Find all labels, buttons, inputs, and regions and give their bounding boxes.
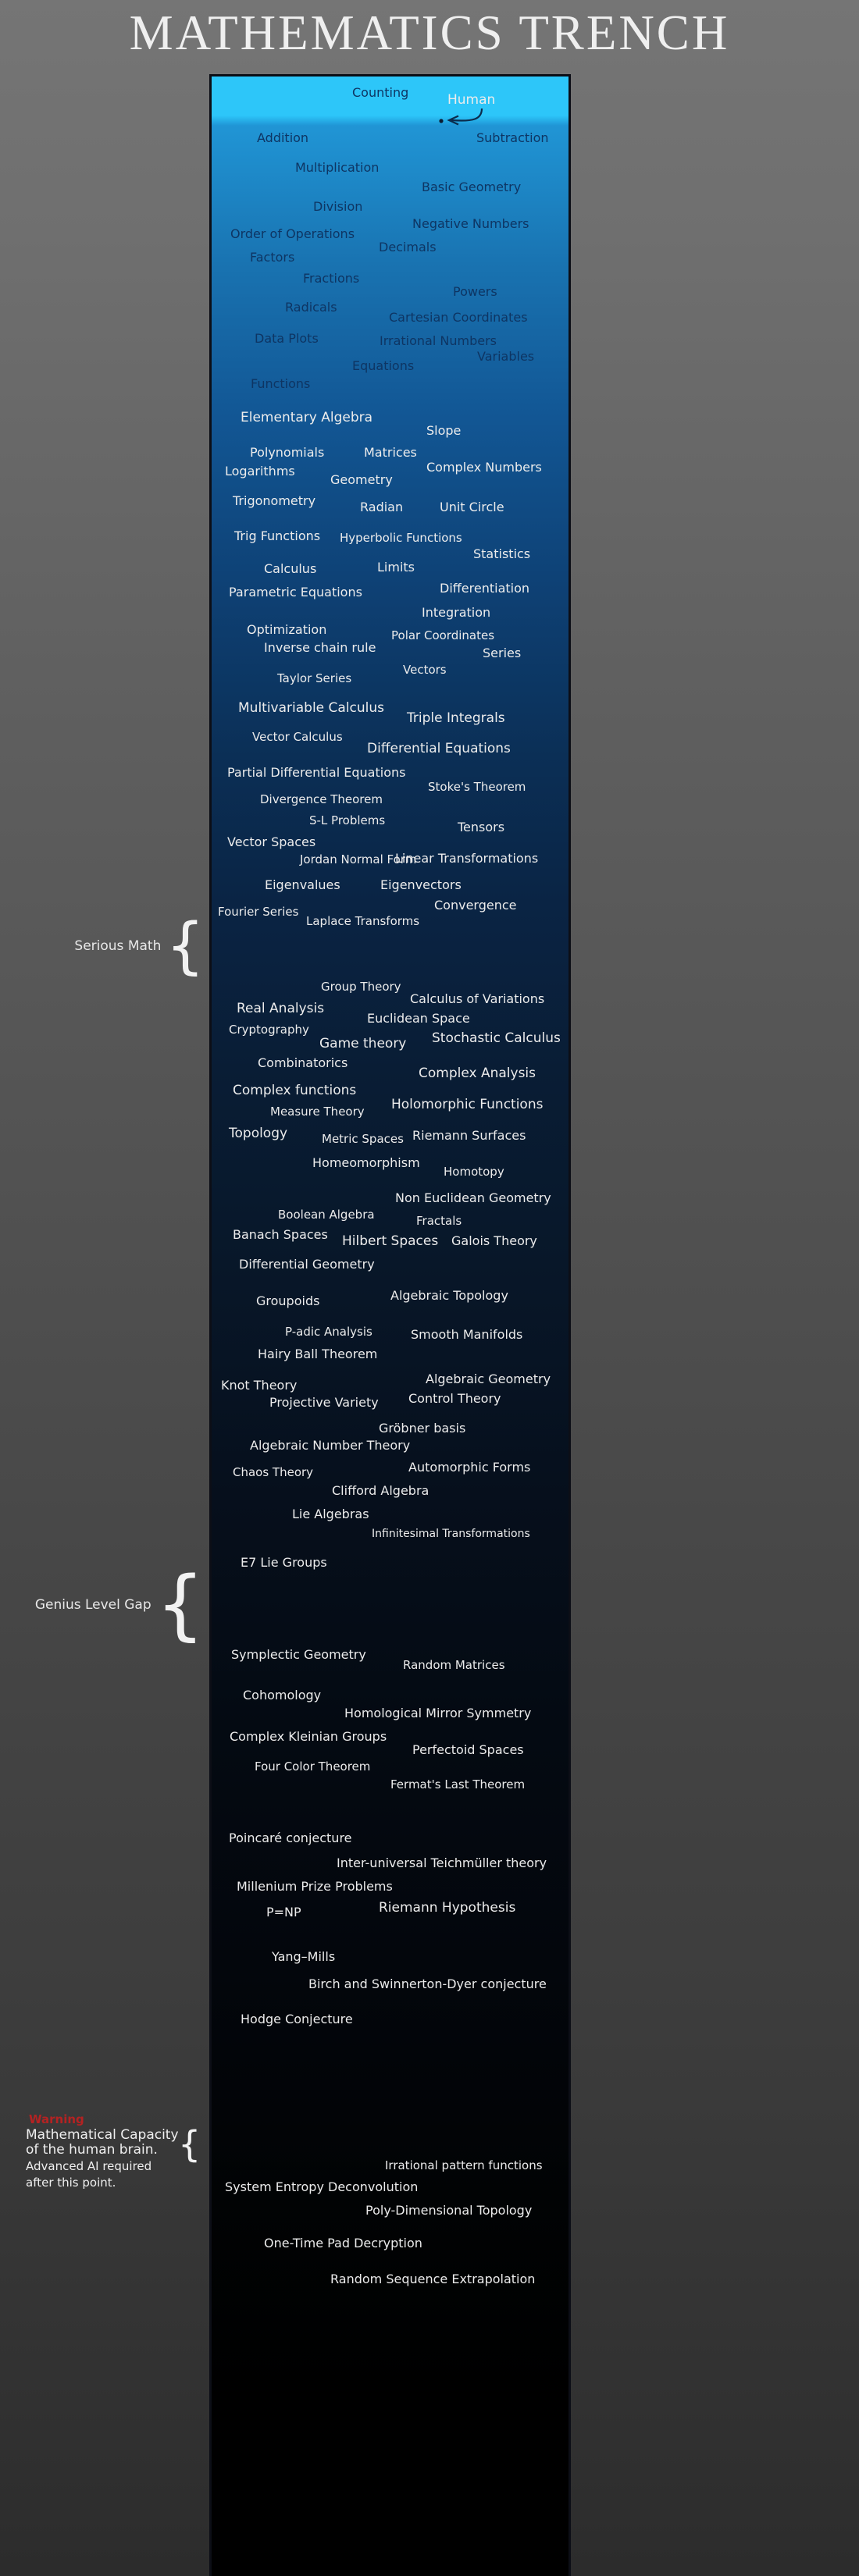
trench-label: Radian (360, 500, 404, 514)
trench-label: Algebraic Geometry (426, 1372, 551, 1386)
trench-label: Divergence Theorem (260, 792, 383, 806)
trench-label: Differential Equations (367, 741, 511, 756)
trench-label: Smooth Manifolds (411, 1327, 523, 1342)
trench-label: Four Color Theorem (255, 1759, 371, 1774)
trench-label: Yang–Mills (272, 1949, 336, 1964)
trench-label: Basic Geometry (422, 180, 522, 194)
trench-label: P-adic Analysis (285, 1325, 372, 1339)
trench-label: Combinatorics (258, 1055, 348, 1070)
warning-title: Warning (29, 2112, 84, 2126)
trench-label: Calculus (264, 561, 317, 576)
trench-label: Poly-Dimensional Topology (365, 2203, 533, 2218)
trench-label: Fractions (303, 271, 360, 286)
trench-label: Symplectic Geometry (231, 1647, 366, 1662)
trench-label: Partial Differential Equations (227, 765, 406, 780)
trench-label: Multiplication (295, 160, 380, 175)
trench-label: Statistics (473, 546, 531, 561)
trench-label: Projective Variety (269, 1395, 379, 1410)
brace-icon: { (155, 1560, 205, 1649)
trench-label: Measure Theory (270, 1105, 365, 1119)
trench-label: System Entropy Deconvolution (225, 2179, 419, 2194)
trench-label: Cohomology (243, 1688, 322, 1703)
trench-label: Homeomorphism (312, 1155, 420, 1170)
trench-label: Riemann Hypothesis (379, 1900, 516, 1916)
trench-label: Hairy Ball Theorem (258, 1347, 378, 1361)
trench-label: One-Time Pad Decryption (264, 2236, 422, 2250)
trench-label: Complex Numbers (426, 460, 542, 475)
trench-label: Irrational pattern functions (385, 2158, 543, 2172)
trench-label: Riemann Surfaces (412, 1128, 526, 1143)
trench-label: Lie Algebras (292, 1507, 369, 1521)
trench-label: Real Analysis (237, 1001, 325, 1016)
trench-label: Inter-universal Teichmüller theory (337, 1856, 547, 1870)
trench-label: Vector Spaces (227, 834, 316, 849)
trench-label: Geometry (330, 472, 393, 487)
trench-label: Logarithms (225, 464, 295, 479)
trench-label: Groupoids (256, 1293, 320, 1308)
warning-line: Advanced AI required (26, 2159, 152, 2174)
trench-label: Gröbner basis (379, 1421, 466, 1436)
trench-label: Boolean Algebra (278, 1208, 375, 1222)
trench-label: Galois Theory (451, 1233, 537, 1248)
trench-label: Complex Analysis (419, 1066, 536, 1081)
trench-label: Control Theory (408, 1391, 501, 1406)
trench-label: Topology (229, 1126, 288, 1141)
trench-label: Variables (477, 349, 535, 364)
trench-label: Hilbert Spaces (342, 1233, 439, 1249)
trench-label: E7 Lie Groups (241, 1555, 327, 1570)
trench-label: Taylor Series (277, 671, 352, 685)
trench-label: Parametric Equations (229, 585, 362, 600)
trench-label: Human (447, 92, 496, 108)
trench-label: Convergence (434, 898, 517, 913)
trench-label: Unit Circle (440, 500, 504, 514)
trench-label: Clifford Algebra (332, 1483, 430, 1498)
trench-label: Slope (426, 423, 462, 438)
genius-level-gap-annotation (0, 1560, 205, 1649)
trench-label: Differentiation (440, 581, 530, 596)
trench-label: Jordan Normal Form (300, 852, 417, 866)
trench-label: Series (483, 646, 522, 660)
trench-label: Complex Kleinian Groups (230, 1729, 387, 1744)
trench-label: Data Plots (255, 331, 319, 346)
trench-label: Holomorphic Functions (391, 1097, 544, 1112)
trench-label: Algebraic Topology (390, 1288, 508, 1303)
trench-label: Subtraction (476, 130, 549, 145)
trench-label: Matrices (364, 445, 417, 460)
trench-label: Group Theory (321, 980, 401, 994)
trench-label: Hodge Conjecture (241, 2012, 353, 2026)
trench-label: Eigenvalues (265, 877, 340, 892)
trench-label: Stochastic Calculus (432, 1030, 561, 1046)
trench-column (209, 74, 571, 2576)
trench-label: P=NP (266, 1905, 301, 1920)
trench-label: Integration (422, 605, 491, 620)
trench-label: Metric Spaces (322, 1132, 404, 1146)
trench-label: Random Sequence Extrapolation (330, 2272, 536, 2286)
trench-label: Polar Coordinates (391, 628, 495, 642)
trench-label: Laplace Transforms (306, 914, 420, 928)
warning-annotation (26, 2112, 182, 2190)
trench-label: Limits (377, 560, 415, 575)
trench-label: Decimals (379, 240, 437, 254)
trench-label: Poincaré conjecture (229, 1831, 352, 1845)
trench-label: Linear Transformations (395, 851, 539, 866)
trench-label: Trig Functions (234, 528, 321, 543)
page-title: MATHEMATICS TRENCH (129, 5, 730, 60)
trench-label: Tensors (458, 820, 505, 834)
trench-label: Fractals (416, 1214, 462, 1228)
trench-label: Optimization (247, 622, 327, 637)
genius-gap-label: Genius Level Gap (34, 1597, 151, 1613)
trench-label: Trigonometry (233, 493, 316, 508)
warning-line: after this point. (26, 2175, 116, 2190)
trench-label: Eigenvectors (380, 877, 462, 892)
trench-label: Vectors (403, 663, 447, 677)
trench-label: Complex functions (233, 1083, 357, 1098)
human-arrow-icon (437, 106, 488, 128)
brace-icon: { (178, 2123, 201, 2165)
trench-label: Negative Numbers (412, 216, 529, 231)
warning-line: of the human brain. (26, 2142, 158, 2158)
brace-icon: { (166, 911, 205, 981)
trench-label: Chaos Theory (233, 1465, 314, 1479)
trench-label: Hyperbolic Functions (340, 531, 462, 545)
trench-label: Fermat's Last Theorem (390, 1777, 526, 1791)
trench-label: Algebraic Number Theory (250, 1438, 411, 1453)
trench-label: Triple Integrals (407, 710, 505, 726)
trench-label: Cryptography (229, 1023, 309, 1037)
trench-label: Elementary Algebra (241, 410, 373, 425)
trench-label: Factors (250, 250, 295, 265)
trench-label: Fourier Series (218, 905, 299, 919)
trench-label: Infinitesimal Transformations (372, 1528, 530, 1540)
trench-label: S-L Problems (309, 813, 386, 827)
trench-label: Calculus of Variations (410, 991, 545, 1006)
trench-label: Powers (453, 284, 497, 299)
trench-label: Multivariable Calculus (238, 700, 385, 716)
trench-label: Knot Theory (221, 1378, 298, 1393)
trench-label: Differential Geometry (239, 1257, 375, 1272)
trench-label: Non Euclidean Geometry (395, 1190, 551, 1205)
trench-label: Game theory (319, 1036, 407, 1051)
trench-label: Random Matrices (403, 1658, 505, 1672)
trench-label: Homotopy (444, 1165, 504, 1179)
trench-label: Millenium Prize Problems (237, 1879, 393, 1894)
trench-label: Euclidean Space (367, 1011, 470, 1026)
trench-label: Vector Calculus (252, 730, 343, 744)
trench-label: Polynomials (250, 445, 325, 460)
trench-label: Functions (251, 376, 311, 391)
serious-math-label: Serious Math (74, 938, 162, 954)
warning-line: Mathematical Capacity (26, 2127, 179, 2143)
trench-label: Automorphic Forms (408, 1460, 531, 1475)
trench-label: Addition (257, 130, 309, 145)
trench-label: Banach Spaces (233, 1227, 328, 1242)
trench-label: Homological Mirror Symmetry (344, 1706, 532, 1720)
trench-label: Equations (352, 358, 415, 373)
trench-label: Perfectoid Spaces (412, 1742, 524, 1757)
trench-label: Radicals (285, 300, 337, 315)
trench-label: Stoke's Theorem (428, 780, 526, 794)
trench-label: Division (313, 199, 363, 214)
trench-label: Birch and Swinnerton-Dyer conjecture (308, 1976, 547, 1991)
trench-label: Counting (352, 85, 409, 100)
trench-label: Cartesian Coordinates (389, 310, 528, 325)
trench-label: Irrational Numbers (380, 333, 497, 348)
trench-label: Order of Operations (230, 226, 355, 241)
serious-math-annotation (0, 911, 205, 981)
trench-label: Inverse chain rule (264, 640, 376, 655)
